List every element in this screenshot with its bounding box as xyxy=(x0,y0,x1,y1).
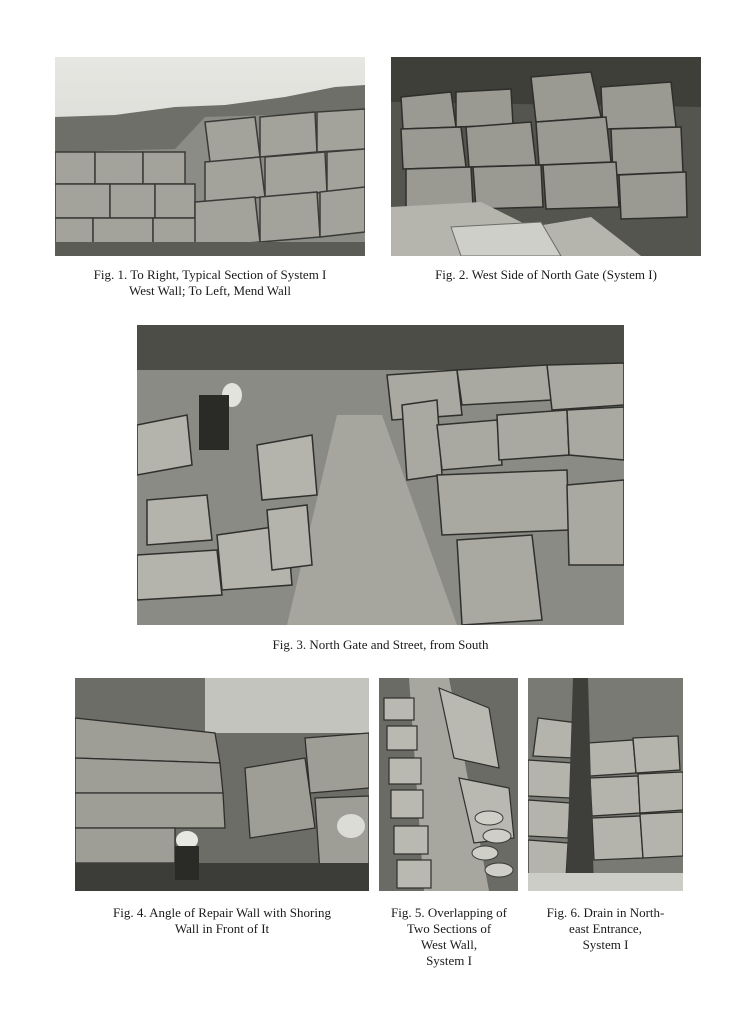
fig-4-caption-line-1: Fig. 4. Angle of Repair Wall with Shoring xyxy=(113,905,331,920)
fig-2-caption-line-1: Fig. 2. West Side of North Gate (System I) xyxy=(435,267,657,282)
fig-5-caption-line-1: Fig. 5. Overlapping of xyxy=(391,905,507,920)
fig-3-caption xyxy=(137,637,624,653)
fig-4-photo xyxy=(75,678,369,891)
fig-5-caption-line-4: System I xyxy=(426,953,472,968)
fig-3-caption-line-1: Fig. 3. North Gate and Street, from South xyxy=(272,637,489,652)
fig-5-caption-line-3: West Wall, xyxy=(420,937,478,952)
fig-5-photo xyxy=(379,678,518,891)
fig-6-caption-line-2: east Entrance, xyxy=(569,921,642,936)
fig-1-caption xyxy=(55,267,365,299)
fig-1-photo xyxy=(55,57,365,256)
fig-3-photo xyxy=(137,325,624,625)
fig-2-caption xyxy=(391,267,701,283)
fig-1-caption-line-2: West Wall; To Left, Mend Wall xyxy=(128,283,292,298)
fig-6-photo xyxy=(528,678,683,891)
fig-1-caption-line-1: Fig. 1. To Right, Typical Section of System I xyxy=(93,267,327,282)
fig-5-caption-line-2: Two Sections of xyxy=(406,921,492,936)
fig-6-caption-line-3: System I xyxy=(582,937,629,952)
fig-2-photo xyxy=(391,57,701,256)
fig-6-caption-line-1: Fig. 6. Drain in North- xyxy=(546,905,665,920)
fig-6-caption xyxy=(520,905,691,953)
fig-5-caption xyxy=(374,905,524,969)
fig-4-caption-line-2: Wall in Front of It xyxy=(174,921,270,936)
fig-4-caption xyxy=(75,905,369,937)
